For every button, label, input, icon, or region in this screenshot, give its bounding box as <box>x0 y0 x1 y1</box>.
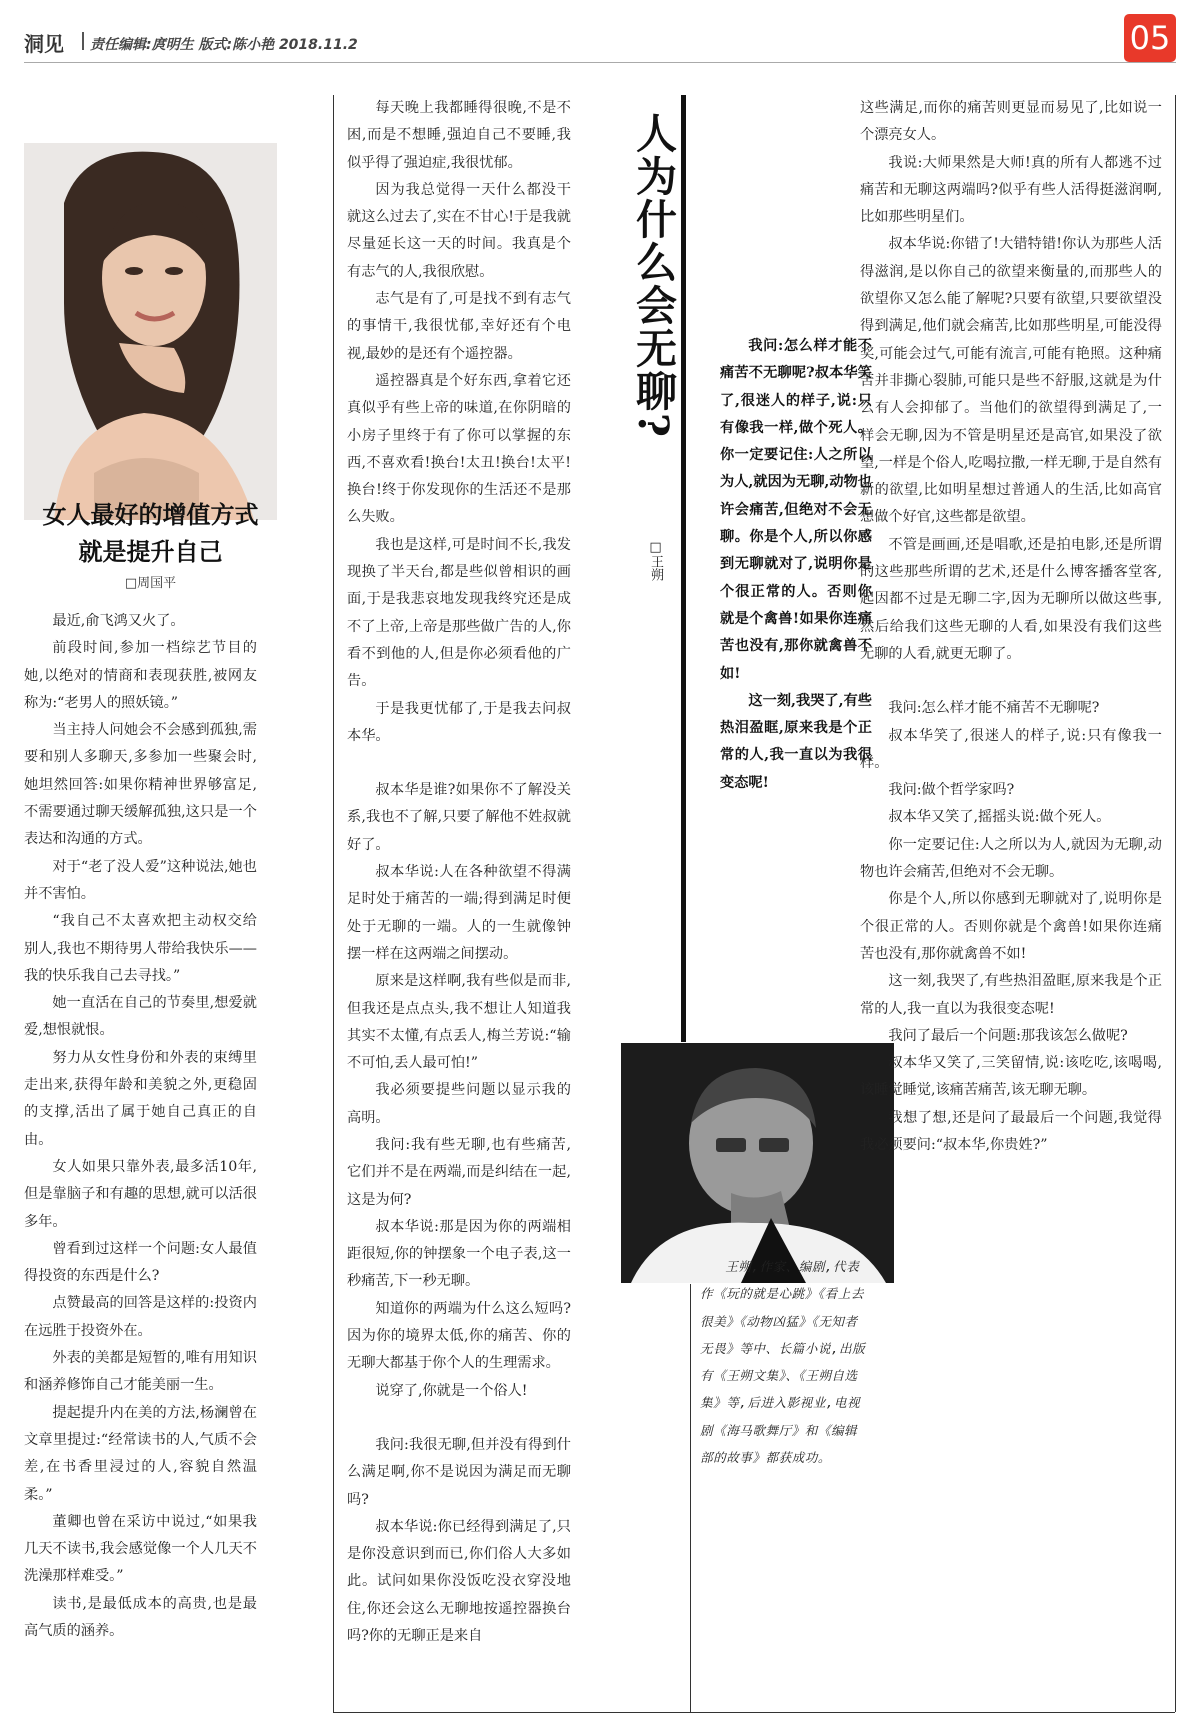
page-number-badge: 05 <box>1124 14 1176 62</box>
left-article-body <box>24 608 257 1645</box>
box-border-left <box>333 95 334 1712</box>
right-column-paragraph: 不管是画画,还是唱歌,还是拍电影,还是所谓的这些那些所谓的艺术,还是什么博客播客堂客,起因都不过是无聊二字,因为无聊所以做这些事,然后给我们这些无聊的人看,如果没有我们这些无聊的人看,就更无聊了。 <box>860 536 1162 662</box>
center-article-paragraph: 叔本华说:那是因为你的两端相距很短,你的钟摆象一个电子表,这一秒痛苦,下一秒无聊。 <box>347 1218 571 1290</box>
center-article-paragraph: 原来是这样啊,我有些似是而非,但我还是点点头,我不想让人知道我其实不太懂,有点丢人,梅兰芳说:“输不可怕,丢人最可怕!” <box>347 973 571 1072</box>
right-column-paragraph: 我问:做个哲学家吗? <box>888 782 1015 799</box>
right-column-paragraph: 我说:大师果然是大师!真的所有人都逃不过痛苦和无聊这两端吗?似乎有些人活得挺滋润啊,比如那些明星们。 <box>860 154 1162 226</box>
center-divider-thick <box>681 95 686 1042</box>
center-article-title: 人为什么会无聊? <box>629 112 677 440</box>
author-caption <box>700 1253 870 1471</box>
left-article-paragraph: 读书,是最低成本的高贵,也是最高气质的涵养。 <box>24 1595 257 1639</box>
header-rule <box>24 62 1176 63</box>
left-article-paragraph: 前段时间,参加一档综艺节目的她,以绝对的情商和表现获胜,被网友称为:“老男人的照妖镜。” <box>24 640 257 711</box>
author-photo <box>621 1043 894 1283</box>
pull-quote-paragraph: 我问:怎么样才能不痛苦不无聊呢?叔本华笑了,很迷人的样子,说:只有像我一样,做个死人。你一定要记住:人之所以为人,就因为无聊,动物也许会痛苦,但绝对不会无聊。你是个人,所以你感到无聊就对了,说明你是个很正常的人。否则你就是个禽兽!如果你连痛苦也没有,那你就禽兽不如! <box>720 338 872 682</box>
right-column-paragraph: 我问:怎么样才能不痛苦不无聊呢? <box>888 700 1100 717</box>
author-caption-text: 王朔,作家、编剧,代表作《玩的就是心跳》《看上去很美》《动物凶猛》《无知者无畏》等中、长篇小说,出版有《王朔文集》、《王朔自选集》等,后进入影视业,电视剧《海马歌舞厅》和《编辑部的故事》都获成功。 <box>700 1259 866 1466</box>
center-article-paragraph: 我问:我有些无聊,也有些痛苦,它们并不是在两端,而是纠结在一起,这是为何? <box>347 1136 571 1208</box>
center-article-paragraph: 每天晚上我都睡得很晚,不是不困,而是不想睡,强迫自己不要睡,我似乎得了强迫症,我很忧郁。 <box>347 100 571 171</box>
box-border-bottom <box>333 1712 1175 1713</box>
center-article-body <box>347 95 571 1650</box>
right-column-paragraph: 这些满足,而你的痛苦则更显而易见了,比如说一个漂亮女人。 <box>860 100 1162 144</box>
center-article-paragraph: 因为我总觉得一天什么都没干就这么过去了,实在不甘心!于是我就尽量延长这一天的时间。我真是个有志气的人,我很欣慰。 <box>347 181 571 280</box>
header-divider <box>82 32 84 50</box>
page-header <box>24 19 1176 58</box>
left-article-paragraph: 对于“老了没人爱”这种说法,她也并不害怕。 <box>24 858 257 902</box>
left-article-paragraph: 女人如果只靠外表,最多活10年,但是靠脑子和有趣的思想,就可以活很多年。 <box>24 1158 257 1230</box>
section-name: 洞见 <box>24 32 64 56</box>
center-article-paragraph: 叔本华是谁?如果你不了解没关系,我也不了解,只要了解他不姓叔就好了。 <box>347 782 571 853</box>
center-article-paragraph: 知道你的两端为什么这么短吗?因为你的境界太低,你的痛苦、你的无聊大都基于你个人的生理需求。 <box>347 1300 571 1372</box>
center-article-paragraph: 我也是这样,可是时间不长,我发现换了半天台,都是些似曾相识的画面,于是我悲哀地发现我终究还是成不了上帝,上帝是那些做广告的人,你看不到他的人,但是你必须看他的广告。 <box>347 536 571 690</box>
center-article-paragraph: 说穿了,你就是一个俗人! <box>375 1382 528 1399</box>
right-column-paragraph: 这一刻,我哭了,有些热泪盈眶,原来我是个正常的人,我一直以为我很变态呢! <box>860 973 1162 1017</box>
pull-quote-paragraph: 这一刻,我哭了,有些热泪盈眶,原来我是个正常的人,我一直以为我很变态呢! <box>720 692 872 791</box>
portrait-photo-woman <box>24 143 277 520</box>
left-article-paragraph: 提起提升内在美的方法,杨澜曾在文章里提过:“经常读书的人,气质不会差,在书香里浸过的人,容貌自然温柔。” <box>24 1404 257 1503</box>
right-column-body <box>860 95 1162 1159</box>
right-column-paragraph: 叔本华笑了,很迷人的样子,说:只有像我一样。 <box>860 727 1162 771</box>
center-article-paragraph: 我问:我很无聊,但并没有得到什么满足啊,你不是说因为满足而无聊吗? <box>347 1436 571 1508</box>
center-article-paragraph: 志气是有了,可是找不到有志气的事情干,我很忧郁,幸好还有个电视,最妙的是还有个遥控器。 <box>347 291 571 362</box>
right-column-paragraph: 叔本华又笑了,三笑留情,说:该吃吃,该喝喝,该睡觉睡觉,该痛苦痛苦,该无聊无聊。 <box>860 1055 1162 1099</box>
box-border-right <box>1175 95 1176 1712</box>
left-article-title-line1: 女人最好的增值方式 <box>42 500 259 529</box>
left-article-paragraph: “我自己不太喜欢把主动权交给别人,我也不期待男人带给我快乐——我的快乐我自己去寻找。” <box>24 913 257 984</box>
pull-quote <box>720 333 872 797</box>
left-article-title-line2: 就是提升自己 <box>78 537 223 566</box>
left-article-byline: □周国平 <box>124 576 177 591</box>
left-article-paragraph: 努力从女性身份和外表的束缚里走出来,获得年龄和美貌之外,更稳固的支撑,活出了属于她自己真正的自由。 <box>24 1049 257 1148</box>
left-article-paragraph: 最近,俞飞鸿又火了。 <box>52 613 185 629</box>
right-column-paragraph: 你是个人,所以你感到无聊就对了,说明你是个很正常的人。否则你就是个禽兽!如果你连痛苦也没有,那你就禽兽不如! <box>860 891 1162 962</box>
caption-divider <box>690 1284 691 1712</box>
center-article-paragraph: 遥控器真是个好东西,拿着它还真似乎有些上帝的味道,在你阴暗的小房子里终于有了你可以掌握的东西,不喜欢看!换台!太丑!换台!太平!换台!终于你发现你的生活还不是那么失败。 <box>347 372 571 526</box>
left-article-paragraph: 她一直活在自己的节奏里,想爱就爱,想恨就恨。 <box>24 995 257 1039</box>
center-article-paragraph: 叔本华说:你已经得到满足了,只是你没意识到而已,你们俗人大多如此。试问如果你没饭吃没衣穿没地住,你还会这么无聊地按遥控器换台吗?你的无聊正是来自 <box>347 1518 571 1645</box>
left-article-paragraph: 外表的美都是短暂的,唯有用知识和涵养修饰自己才能美丽一生。 <box>24 1350 257 1394</box>
right-column-paragraph: 你一定要记住:人之所以为人,就因为无聊,动物也许会痛苦,但绝对不会无聊。 <box>860 836 1162 881</box>
center-article-paragraph: 叔本华说:人在各种欲望不得满足时处于痛苦的一端;得到满足时便处于无聊的一端。人的一生就像钟摆一样在这两端之间摆动。 <box>347 864 571 962</box>
right-column-paragraph: 叔本华说:你错了!大错特错!你认为那些人活得滋润,是以你自己的欲望来衡量的,而那些人的欲望你又怎么能了解呢?只要有欲望,只要欲望没得到满足,他们就会痛苦,比如那些明星,可能没得奖,可能会过气,可能有流言,可能有艳照。这种痛苦并非撕心裂肺,可能只是些不舒服,这就是为什么有人会抑郁了。当他们的欲望得到满足了,一样会无聊,因为不管是明星还是高官,如果没了欲望,一样是个俗人,吃喝拉撒,一样无聊,于是自然有新的欲望,比如明星想过普通人的生活,比如高官想做个好官,这些都是欲望。 <box>860 236 1162 526</box>
editor-credits: 责任编辑:庹明生 版式:陈小艳 2018.11.2 <box>90 37 358 53</box>
center-article-paragraph: 我必须要提些问题以显示我的高明。 <box>347 1082 571 1126</box>
left-article-paragraph: 点赞最高的回答是这样的:投资内在远胜于投资外在。 <box>24 1295 257 1339</box>
left-article-paragraph: 曾看到过这样一个问题:女人最值得投资的东西是什么? <box>24 1240 257 1285</box>
left-article-paragraph: 董卿也曾在采访中说过,“如果我几天不读书,我会感觉像一个人几天不洗澡那样难受。” <box>24 1513 257 1585</box>
left-article-paragraph: 当主持人问她会不会感到孤独,需要和别人多聊天,多参加一些聚会时,她坦然回答:如果你精神世界够富足,不需要通过聊天缓解孤独,这只是一个表达和沟通的方式。 <box>24 722 257 848</box>
right-column-paragraph: 我想了想,还是问了最最后一个问题,我觉得我必须要问:“叔本华,你贵姓?” <box>860 1109 1162 1153</box>
center-article-byline: □王朔 <box>648 540 663 581</box>
right-column-paragraph: 叔本华又笑了,摇摇头说:做个死人。 <box>888 809 1111 826</box>
center-article-paragraph: 于是我更忧郁了,于是我去问叔本华。 <box>347 700 571 744</box>
right-column-paragraph: 我问了最后一个问题:那我该怎么做呢? <box>888 1027 1128 1044</box>
